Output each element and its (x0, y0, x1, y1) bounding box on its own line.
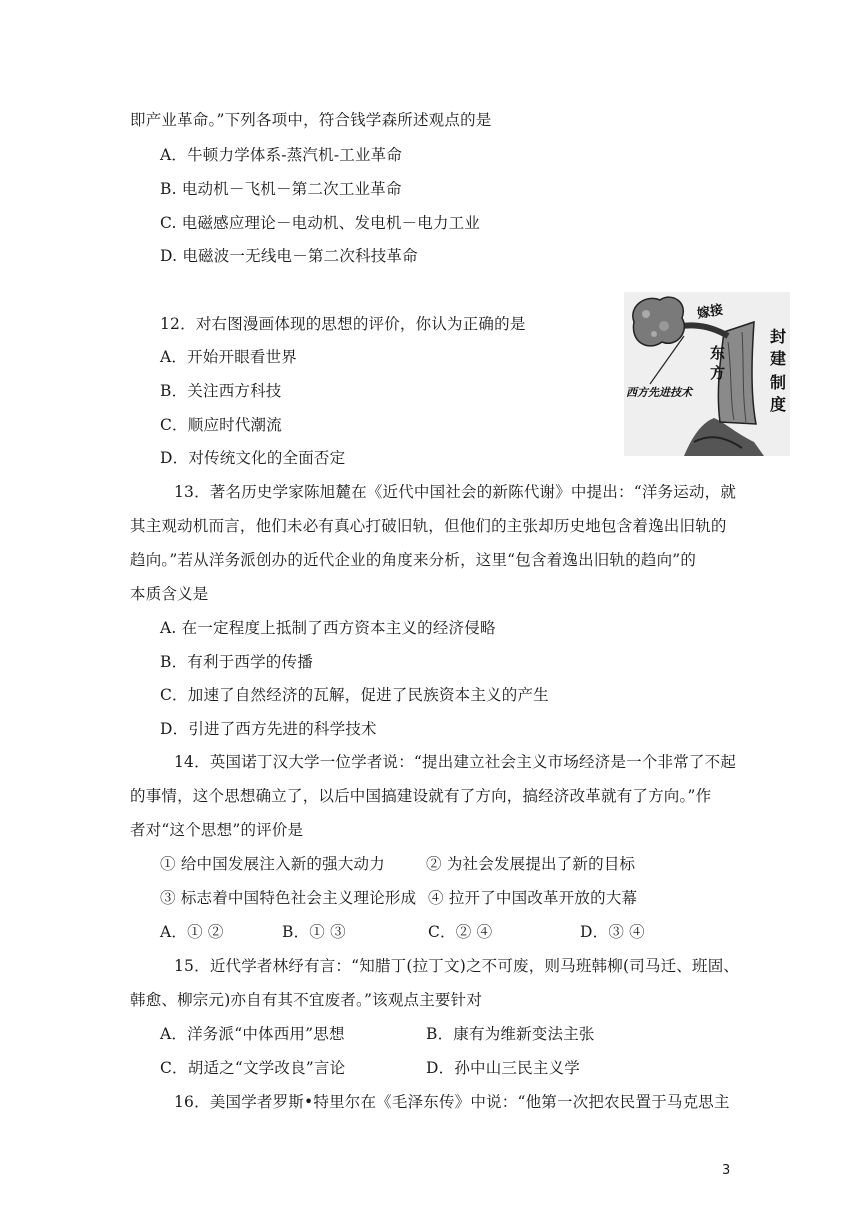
q12-option-c: C．顺应时代潮流 (160, 416, 282, 434)
q14-statement-4: ④ 拉开了中国改革开放的大幕 (428, 889, 638, 907)
text-line: 其主观动机而言，他们未必有真心打破旧轨，但他们的主张却历史地包含着逸出旧轨的 (130, 517, 727, 535)
q14-option-b: B．① ③ (282, 923, 346, 941)
text-line: 者对“这个思想”的评价是 (130, 821, 304, 839)
option-c: C. 电磁感应理论－电动机、发电机－电力工业 (160, 214, 481, 232)
text-line: 即产业革命。”下列各项中，符合钱学森所述观点的是 (130, 111, 492, 129)
cartoon-image (624, 292, 790, 456)
label-feudal-4: 度 (770, 395, 787, 414)
option-a: A．牛顿力学体系-蒸汽机-工业革命 (160, 146, 403, 164)
label-feudal-2: 建 (770, 349, 787, 368)
q14-statement-3: ③ 标志着中国特色社会主义理论形成 (160, 889, 417, 907)
text-line: 的事情，这个思想确立了，以后中国搞建设就有了方向，搞经济改革就有了方向。”作 (130, 787, 712, 805)
q15-option-b: B．康有为维新变法主张 (426, 1025, 595, 1043)
q13-option-c: C．加速了自然经济的瓦解，促进了民族资本主义的产生 (160, 686, 549, 704)
q13-option-d: D．引进了西方先进的科学技术 (160, 720, 377, 738)
question-14: 14．英国诺丁汉大学一位学者说：“提出建立社会主义市场经济是一个非常了不起 (174, 753, 737, 771)
q12-option-d: D．对传统文化的全面否定 (160, 449, 346, 467)
text-line: 韩愈、柳宗元)亦自有其不宜废者。”该观点主要针对 (130, 991, 483, 1009)
label-east-1: 东 (710, 344, 726, 362)
q13-option-a: A. 在一定程度上抵制了西方资本主义的经济侵略 (160, 619, 496, 637)
q14-option-a: A．① ② (160, 923, 224, 941)
label-east-2: 方 (710, 364, 726, 382)
q13-option-b: B．有利于西学的传播 (160, 653, 313, 671)
question-13: 13．著名历史学家陈旭麓在《近代中国社会的新陈代谢》中提出：“洋务运动，就 (174, 483, 737, 501)
page-number: 3 (722, 1163, 731, 1178)
text-line: 本质含义是 (130, 585, 209, 603)
q14-option-d: D．③ ④ (580, 923, 645, 941)
question-16: 16．美国学者罗斯•特里尔在《毛泽东传》中说：“他第一次把农民置于马克思主 (174, 1093, 730, 1111)
q14-option-c: C．② ④ (428, 923, 493, 941)
q14-statement-2: ② 为社会发展提出了新的目标 (426, 855, 636, 873)
q15-option-c: C．胡适之“文学改良”言论 (160, 1059, 346, 1077)
label-west-tech: 西方先进技术 (626, 386, 692, 399)
question-15: 15．近代学者林纾有言：“知腊丁(拉丁文)之不可废，则马班韩柳(司马迁、班固、 (174, 957, 740, 975)
q15-option-a: A．洋务派“中体西用”思想 (160, 1025, 345, 1043)
label-feudal-3: 制 (770, 373, 787, 392)
q12-option-a: A．开始开眼看世界 (160, 348, 297, 366)
q15-option-d: D．孙中山三民主义学 (426, 1059, 580, 1077)
q14-statement-1: ① 给中国发展注入新的强大动力 (160, 855, 385, 873)
label-feudal-1: 封 (770, 327, 787, 346)
option-b: B. 电动机－飞机－第二次工业革命 (160, 180, 402, 198)
q12-option-b: B．关注西方科技 (160, 382, 282, 400)
label-graft: 嫁接 (696, 302, 725, 322)
question-12: 12．对右图漫画体现的思想的评价，你认为正确的是 (160, 315, 526, 333)
option-d: D. 电磁波一无线电－第二次科技革命 (160, 247, 418, 265)
text-line: 趋向。”若从洋务派创办的近代企业的角度来分析，这里“包含着逸出旧轨的趋向”的 (130, 551, 697, 569)
